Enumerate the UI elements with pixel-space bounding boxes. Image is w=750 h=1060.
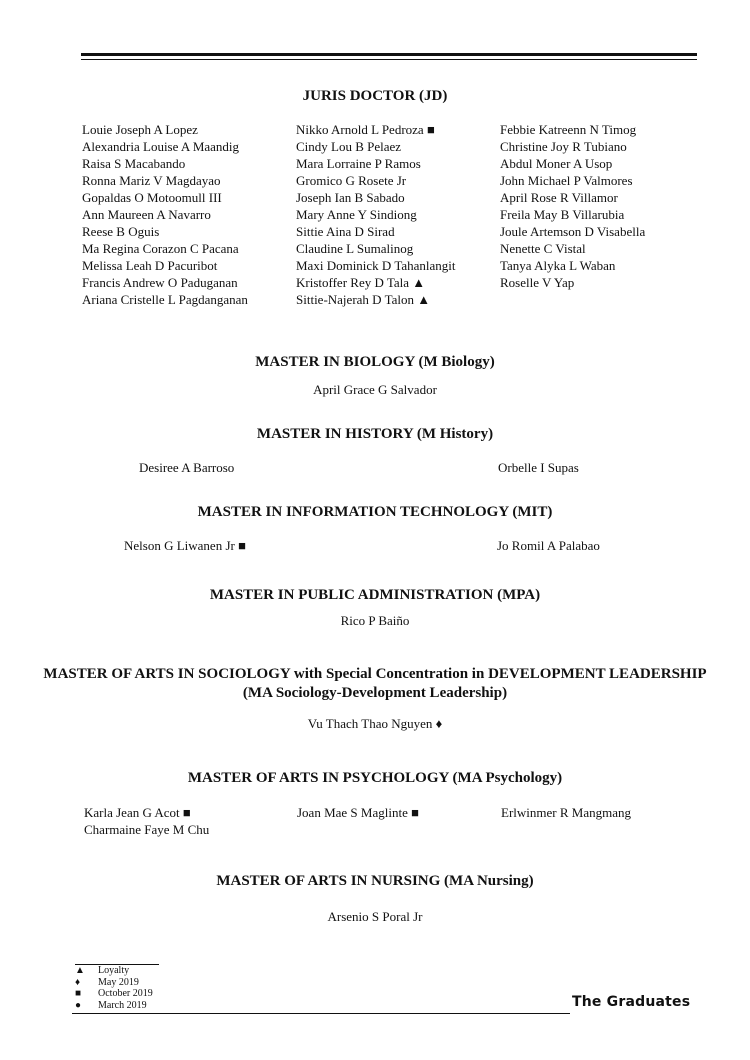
graduate-name: Nelson G Liwanen Jr ■ xyxy=(124,538,246,553)
graduate-name: Ronna Mariz V Magdayao xyxy=(82,173,221,188)
graduate-name: Ariana Cristelle L Pagdanganan xyxy=(82,292,248,307)
legend-item-october xyxy=(75,988,153,1000)
legend-label: Loyalty xyxy=(98,965,130,976)
section-title-jd: JURIS DOCTOR (JD) xyxy=(302,88,448,104)
graduate-name: Febbie Katreenn N Timog xyxy=(500,122,637,137)
section-title-mit: MASTER IN INFORMATION TECHNOLOGY (MIT) xyxy=(197,504,553,520)
header-rule-thick xyxy=(81,53,697,56)
graduate-name: Ann Maureen A Navarro xyxy=(82,207,211,222)
graduate-name: Erlwinmer R Mangmang xyxy=(501,805,631,820)
graduate-name: Desiree A Barroso xyxy=(139,460,235,475)
graduate-name: Ma Regina Corazon C Pacana xyxy=(82,241,239,256)
diamond-icon: ♦ xyxy=(75,976,81,988)
graduate-name: Gromico G Rosete Jr xyxy=(296,173,407,188)
section-title-mpa: MASTER IN PUBLIC ADMINISTRATION (MPA) xyxy=(209,587,541,603)
graduate-name: Charmaine Faye M Chu xyxy=(84,822,210,837)
graduate-name: Rico P Baiño xyxy=(340,613,410,628)
graduate-name: Francis Andrew O Paduganan xyxy=(82,275,238,290)
graduate-name: Kristoffer Rey D Tala ▲ xyxy=(296,275,426,290)
graduate-name: April Rose R Villamor xyxy=(500,190,618,205)
graduate-name: Mara Lorraine P Ramos xyxy=(296,156,421,171)
legend-item-march xyxy=(75,1000,153,1012)
graduate-name: Cindy Lou B Pelaez xyxy=(296,139,402,154)
graduate-name: Louie Joseph A Lopez xyxy=(82,122,198,137)
graduate-name: Freila May B Villarubia xyxy=(500,207,625,222)
legend-label: May 2019 xyxy=(98,976,139,988)
jd-column-1 xyxy=(82,121,248,308)
graduate-name: Alexandria Louise A Maandig xyxy=(82,139,240,154)
jd-column-2 xyxy=(296,121,456,308)
graduate-name: Reese B Oguis xyxy=(82,224,160,239)
section-title-sociology: MASTER OF ARTS IN SOCIOLOGY with Special Concentration in DEVELOPMENT LEADERSHIP xyxy=(43,666,707,682)
section-title-history: MASTER IN HISTORY (M History) xyxy=(256,426,494,442)
graduate-name: Vu Thach Thao Nguyen ♦ xyxy=(307,716,443,731)
graduate-name: Gopaldas O Motoomull III xyxy=(82,190,222,205)
graduate-name: Mary Anne Y Sindiong xyxy=(296,207,417,222)
footer-title: The Graduates xyxy=(572,994,691,1010)
graduate-name: Joan Mae S Maglinte ■ xyxy=(297,805,419,820)
header-rule-thin xyxy=(81,59,697,60)
graduate-name: Abdul Moner A Usop xyxy=(500,156,613,171)
jd-column-3 xyxy=(500,121,645,291)
graduate-name: Tanya Alyka L Waban xyxy=(500,258,616,273)
footer-rule xyxy=(72,1013,570,1014)
legend-item-may xyxy=(75,977,153,989)
legend xyxy=(75,965,153,1011)
graduate-name: April Grace G Salvador xyxy=(313,382,437,397)
graduate-name: Karla Jean G Acot ■ xyxy=(84,805,191,820)
section-title-nursing: MASTER OF ARTS IN NURSING (MA Nursing) xyxy=(216,873,534,889)
section-subtitle-sociology: (MA Sociology-Development Leadership) xyxy=(242,685,508,701)
graduate-name: Nikko Arnold L Pedroza ■ xyxy=(296,122,435,137)
section-title-psychology: MASTER OF ARTS IN PSYCHOLOGY (MA Psychology) xyxy=(187,770,563,786)
graduate-name: Roselle V Yap xyxy=(500,275,575,290)
triangle-icon: ▲ xyxy=(75,965,85,976)
graduate-name: Claudine L Sumalinog xyxy=(296,241,414,256)
graduate-name: Sittie Aina D Sirad xyxy=(296,224,395,239)
graduate-name: Nenette C Vistal xyxy=(500,241,586,256)
legend-label: March 2019 xyxy=(98,999,147,1011)
graduate-name: Arsenio S Poral Jr xyxy=(327,909,423,924)
graduate-name: Sittie-Najerah D Talon ▲ xyxy=(296,292,431,307)
graduate-name: John Michael P Valmores xyxy=(500,173,633,188)
legend-label: October 2019 xyxy=(98,988,153,999)
graduate-name: Christine Joy R Tubiano xyxy=(500,139,627,154)
graduate-name: Joule Artemson D Visabella xyxy=(500,224,646,239)
graduate-name: Maxi Dominick D Tahanlangit xyxy=(296,258,456,273)
graduate-name: Melissa Leah D Pacuribot xyxy=(82,258,218,273)
section-title-biology: MASTER IN BIOLOGY (M Biology) xyxy=(255,354,495,370)
graduate-name: Joseph Ian B Sabado xyxy=(296,190,405,205)
graduate-name: Jo Romil A Palabao xyxy=(497,538,600,553)
circle-icon: ● xyxy=(75,999,82,1011)
graduate-name: Raisa S Macabando xyxy=(82,156,186,171)
square-icon: ■ xyxy=(75,988,82,999)
legend-item-loyalty xyxy=(75,965,153,977)
graduate-name: Orbelle I Supas xyxy=(498,460,579,475)
